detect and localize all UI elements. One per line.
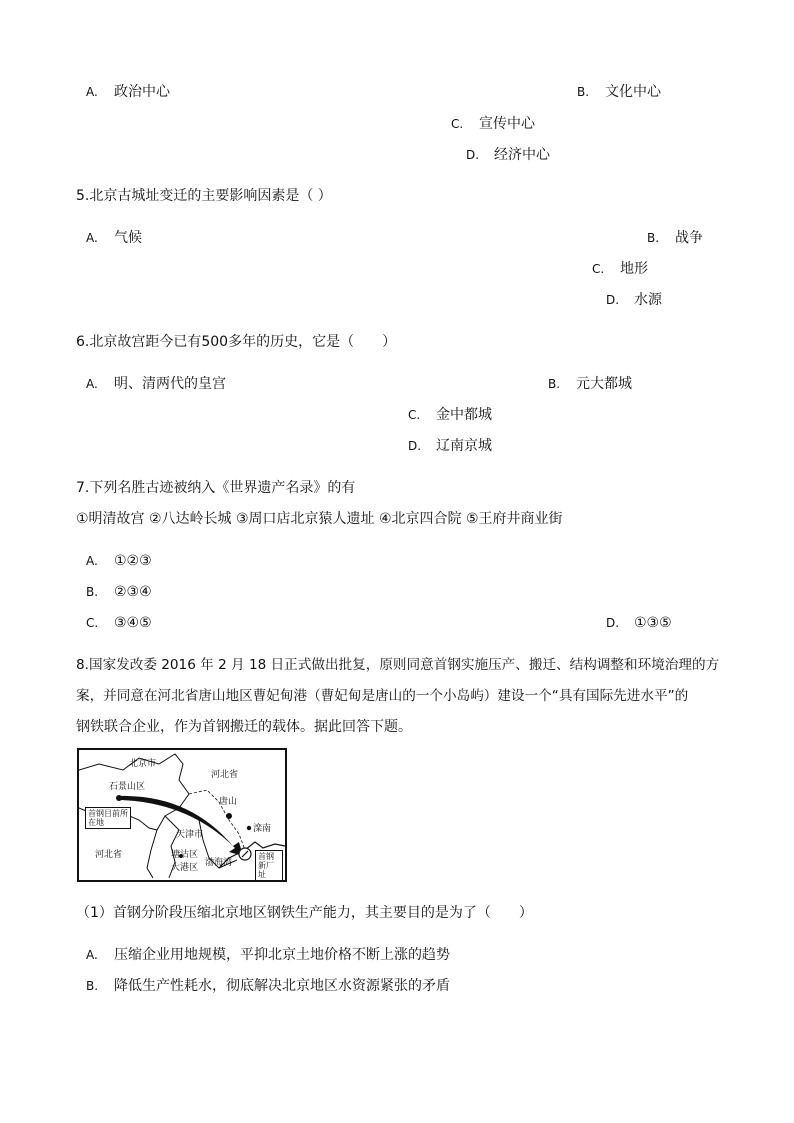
q6-option-b: B. 元大都城 — [548, 376, 632, 392]
q8-sub1-stem: （1）首钢分阶段压缩北京地区钢铁生产能力，其主要目的是为了（ ） — [76, 905, 533, 921]
q8-stem-line3: 钢铁联合企业，作为首钢搬迁的载体。据此回答下题。 — [76, 719, 412, 735]
q6-stem: 6.北京故宫距今已有500多年的历史，它是（ ） — [76, 334, 397, 350]
map-label-shijingshan: 石景山区 — [109, 782, 146, 792]
q7-items: ①明清故宫 ②八达岭长城 ③周口店北京猿人遗址 ④北京四合院 ⑤王府井商业街 — [76, 511, 563, 527]
q7-option-c: C. ③④⑤ — [86, 615, 152, 631]
q6-option-a: A. 明、清两代的皇宫 — [86, 376, 226, 392]
q4-option-c: C. 宣传中心 — [451, 116, 535, 132]
shijingshan-dot — [116, 795, 122, 801]
q5-option-d: D. 水源 — [606, 292, 662, 308]
map-label-origin: 首钢目前所在地 — [85, 807, 131, 829]
map-label-dagang: 大港区 — [171, 863, 199, 873]
laonan-dot — [247, 826, 251, 830]
map-label-bohai: 渤海湾 — [205, 858, 233, 868]
q6-option-c: C. 金中都城 — [408, 407, 492, 423]
q5-option-a: A. 气候 — [86, 230, 142, 246]
q8-stem-line2: 案，并同意在河北省唐山地区曹妃甸港（曹妃甸是唐山的一个小岛屿）建设一个“具有国际先进水平”的 — [76, 688, 689, 704]
map-label-tianjin: 天津市 — [176, 830, 204, 840]
q5-stem: 5.北京古城址变迁的主要影响因素是（ ） — [76, 188, 332, 204]
map-label-laonan: 滦南 — [253, 824, 272, 834]
q8-sub1-option-b: B. 降低生产性耗水，彻底解决北京地区水资源紧张的矛盾 — [86, 978, 450, 994]
map-label-tangshan: 唐山 — [219, 797, 238, 807]
q7-option-d: D. ①③⑤ — [606, 615, 672, 631]
q4-option-b: B. 文化中心 — [577, 84, 661, 100]
q6-option-d: D. 辽南京城 — [408, 438, 492, 454]
tangshan-dot — [226, 813, 232, 819]
q8-sub1-option-a: A. 压缩企业用地规模，平抑北京土地价格不断上涨的趋势 — [86, 947, 450, 963]
q5-option-b: B. 战争 — [647, 230, 703, 246]
q5-option-c: C. 地形 — [592, 261, 648, 277]
map-label-hebei-bottom: 河北省 — [95, 850, 123, 860]
map-label-destination: 首钢新厂址 — [255, 850, 283, 881]
shougang-relocation-map — [77, 748, 287, 882]
q4-option-a: A. 政治中心 — [86, 84, 170, 100]
q7-option-b: B. ②③④ — [86, 584, 152, 600]
map-label-beijing: 北京市 — [129, 759, 157, 769]
q4-option-d: D. 经济中心 — [466, 147, 550, 163]
map-label-tanggu: 塘沽区 — [171, 850, 199, 860]
map-label-hebei-top: 河北省 — [211, 770, 239, 780]
q7-option-a: A. ①②③ — [86, 553, 152, 569]
q8-stem-line1: 8.国家发改委 2016 年 2 月 18 日正式做出批复，原则同意首钢实施压产、搬迁、结构调整和环境治理的方 — [76, 657, 720, 673]
q7-stem: 7.下列名胜古迹被纳入《世界遗产名录》的有 — [76, 480, 356, 496]
